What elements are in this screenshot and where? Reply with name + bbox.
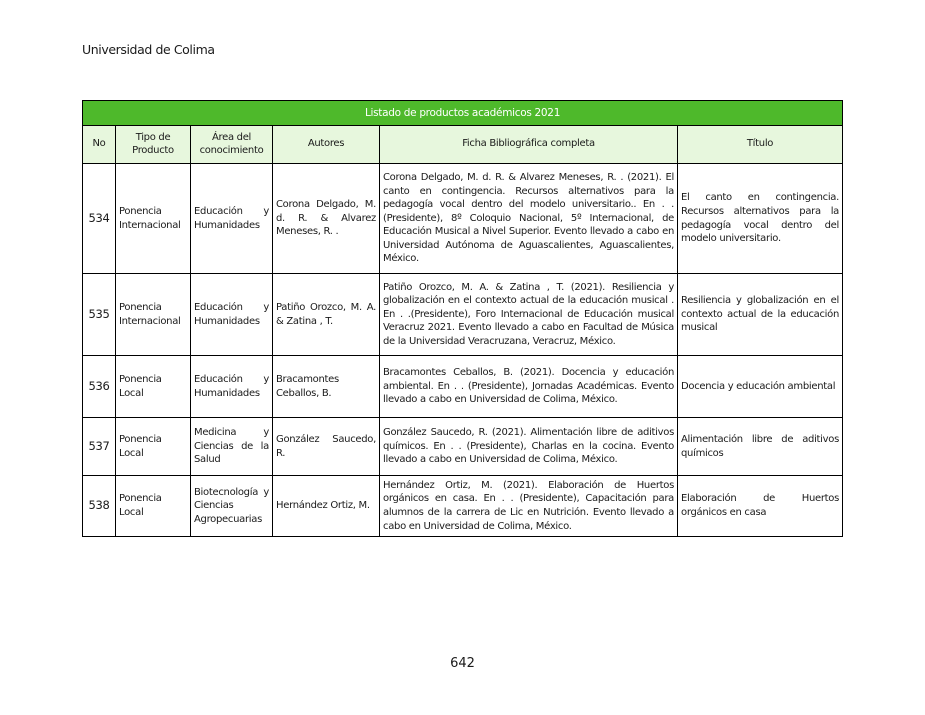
cell-tipo: Ponencia Local: [116, 476, 191, 537]
cell-ficha: Bracamontes Ceballos, B. (2021). Docencia y educación ambiental. En . . (Presidente), Jornadas Académicas. Evento llevado a cabo en Universidad de Colima, México.: [380, 356, 678, 418]
cell-area: Educación y Humanidades: [191, 164, 273, 274]
cell-no: 538: [83, 476, 116, 537]
cell-autores: Patiño Orozco, M. A. & Zatina , T.: [273, 274, 380, 356]
cell-titulo: Alimentación libre de aditivos químicos: [678, 418, 843, 476]
column-header-no: No: [83, 126, 116, 164]
cell-ficha: Hernández Ortiz, M. (2021). Elaboración de Huertos orgánicos en casa. En . . (Presidente), Capacitación para alumnos de la carrera de Lic en Nutrición. Evento llevado a cabo en Universidad de Colima, México.: [380, 476, 678, 537]
cell-titulo: Elaboración de Huertos orgánicos en casa: [678, 476, 843, 537]
cell-autores: Hernández Ortiz, M.: [273, 476, 380, 537]
column-header-area: Área del conocimiento: [191, 126, 273, 164]
cell-ficha: Patiño Orozco, M. A. & Zatina , T. (2021). Resiliencia y globalización en el contexto actual de la educación musical . En . .(Presidente), Foro Internacional de Educación musical Veracruz 2021. Evento llevado a cabo en Facultad de Música de la Universidad Veracruzana, Veracruz, México.: [380, 274, 678, 356]
cell-no: 536: [83, 356, 116, 418]
cell-titulo: Docencia y educación ambiental: [678, 356, 843, 418]
cell-titulo: Resiliencia y globalización en el contexto actual de la educación musical: [678, 274, 843, 356]
cell-tipo: Ponencia Internacional: [116, 274, 191, 356]
cell-area: Biotecnología y Ciencias Agropecuarias: [191, 476, 273, 537]
cell-area: Educación y Humanidades: [191, 356, 273, 418]
table-row: [83, 476, 843, 537]
cell-autores: Corona Delgado, M. d. R. & Alvarez Meneses, R. .: [273, 164, 380, 274]
table-row: [83, 164, 843, 274]
column-header-autores: Autores: [273, 126, 380, 164]
cell-no: 534: [83, 164, 116, 274]
cell-tipo: Ponencia Internacional: [116, 164, 191, 274]
cell-titulo: El canto en contingencia. Recursos alternativos para la pedagogía vocal dentro del modelo universitario.: [678, 164, 843, 274]
table-row: [83, 356, 843, 418]
column-header-tipo: Tipo de Producto: [116, 126, 191, 164]
table-row: [83, 274, 843, 356]
cell-autores: Bracamontes Ceballos, B.: [273, 356, 380, 418]
cell-area: Educación y Humanidades: [191, 274, 273, 356]
academic-products-table: [82, 100, 843, 537]
column-header-titulo: Título: [678, 126, 843, 164]
institution-header: Universidad de Colima: [82, 42, 215, 57]
table-title-row: [83, 101, 843, 126]
table-row: [83, 418, 843, 476]
page-number: 642: [450, 656, 475, 671]
column-header-ficha: Ficha Bibliográfica completa: [380, 126, 678, 164]
table-header-row: [83, 126, 843, 164]
cell-autores: González Saucedo, R.: [273, 418, 380, 476]
cell-ficha: González Saucedo, R. (2021). Alimentación libre de aditivos químicos. En . . (Presidente), Charlas en la cocina. Evento llevado a cabo en Universidad de Colima, México.: [380, 418, 678, 476]
cell-tipo: Ponencia Local: [116, 418, 191, 476]
table-title: Listado de productos académicos 2021: [83, 101, 843, 126]
cell-no: 537: [83, 418, 116, 476]
cell-tipo: Ponencia Local: [116, 356, 191, 418]
cell-ficha: Corona Delgado, M. d. R. & Alvarez Meneses, R. . (2021). El canto en contingencia. Recursos alternativos para la pedagogía vocal dentro del modelo universitario.. En . . (Presidente), 8º Coloquio Nacional, 5º Internacional, de Educación Musical a Nivel Superior. Evento llevado a cabo en Universidad Autónoma de Aguascalientes, Aguascalientes, México.: [380, 164, 678, 274]
cell-area: Medicina y Ciencias de la Salud: [191, 418, 273, 476]
cell-no: 535: [83, 274, 116, 356]
